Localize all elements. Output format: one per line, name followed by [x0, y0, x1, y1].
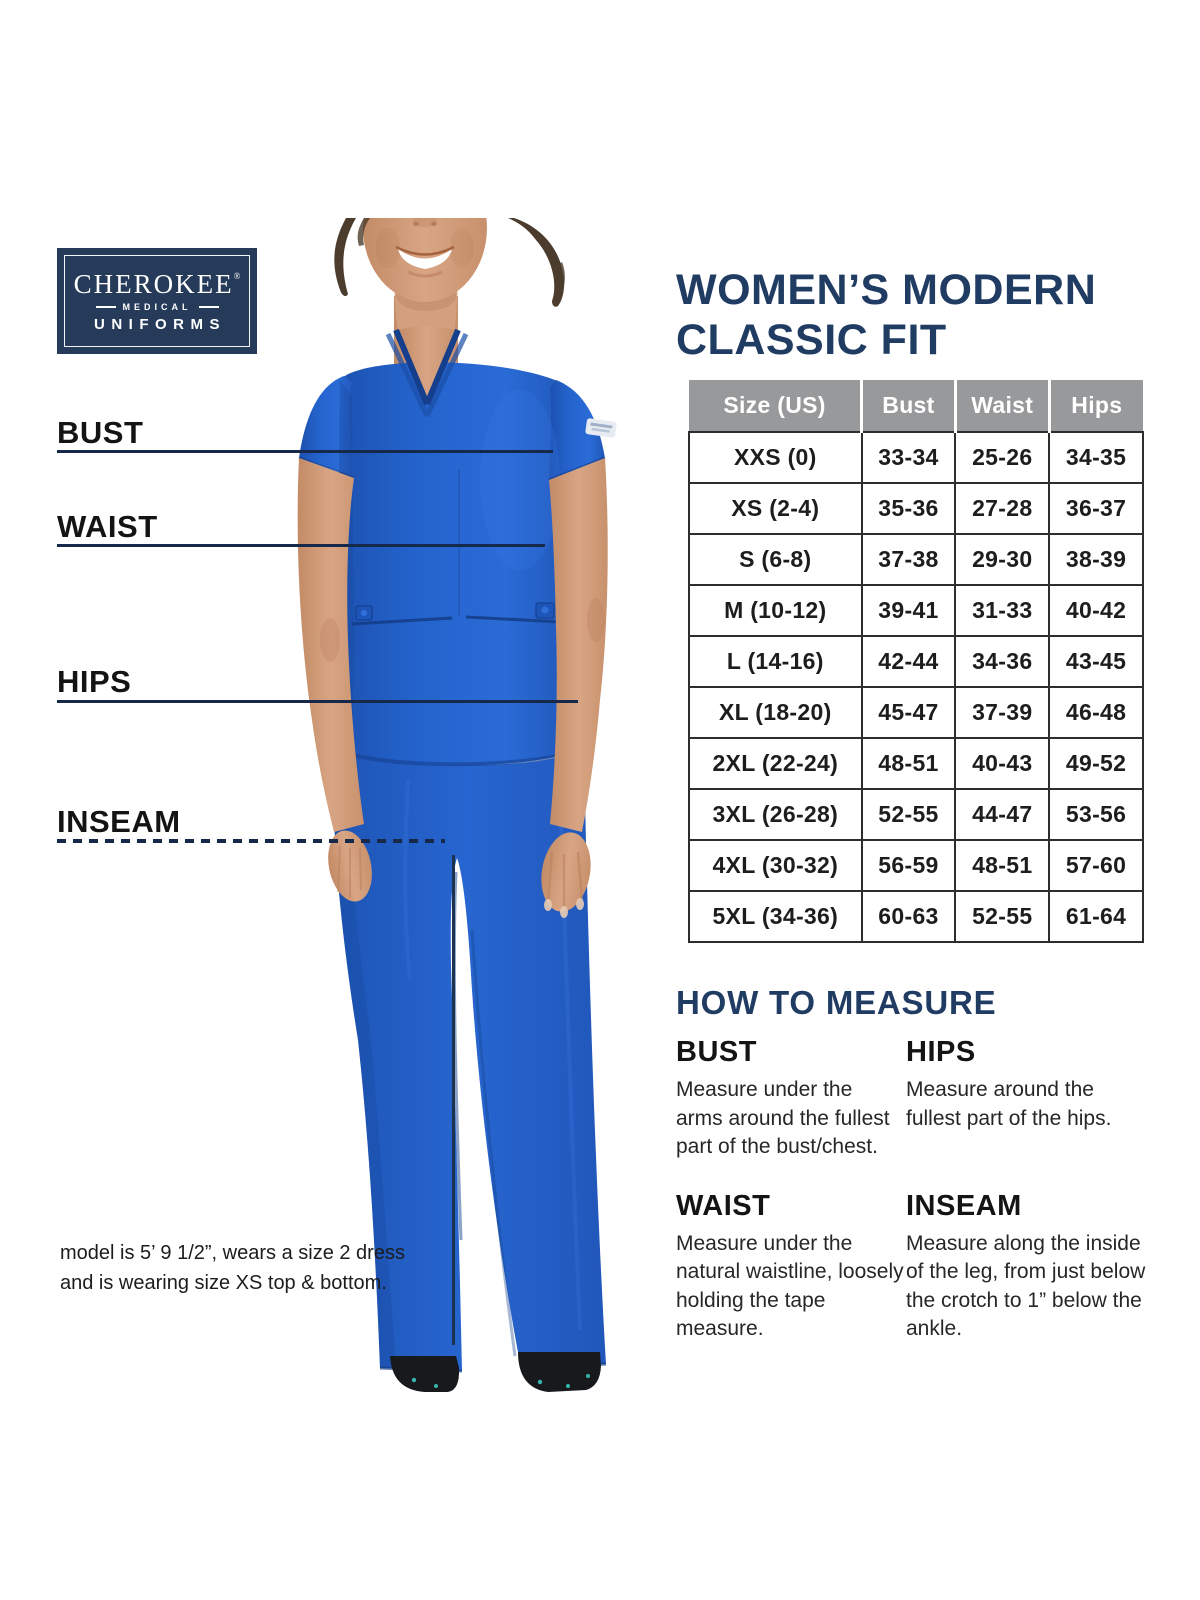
measurement-cell: 42-44	[862, 636, 956, 687]
measurement-cell: 52-55	[862, 789, 956, 840]
size-cell: 2XL (22-24)	[689, 738, 862, 789]
waist-line	[57, 544, 545, 547]
photo-crop-band	[0, 0, 1200, 218]
measurement-cell: 45-47	[862, 687, 956, 738]
how-item-waist	[676, 1189, 906, 1344]
size-table-row	[689, 840, 1143, 891]
measurement-cell: 33-34	[862, 432, 956, 483]
measurement-cell: 48-51	[955, 840, 1049, 891]
size-chart-header	[689, 380, 1143, 432]
how-item-inseam-text: Measure along the inside of the leg, from just below the crotch to 1” below the ankle.	[906, 1231, 1146, 1341]
inseam-dashed-line	[57, 839, 445, 843]
how-to-measure-grid	[676, 1038, 1154, 1344]
cherokee-logo-brand: CHEROKEE®	[73, 268, 241, 299]
header-hips: Hips	[1049, 380, 1143, 432]
size-chart-body	[689, 432, 1143, 942]
measurement-cell: 61-64	[1049, 891, 1143, 942]
inseam-label: INSEAM	[57, 804, 181, 839]
measurement-cell: 46-48	[1049, 687, 1143, 738]
size-table-row	[689, 534, 1143, 585]
size-table-row	[689, 738, 1143, 789]
measurement-cell: 25-26	[955, 432, 1049, 483]
size-cell: 4XL (30-32)	[689, 840, 862, 891]
cherokee-logo-medical: MEDICAL	[96, 303, 219, 312]
size-cell: S (6-8)	[689, 534, 862, 585]
size-chart	[688, 380, 1144, 943]
size-table-row	[689, 891, 1143, 942]
measurement-cell: 35-36	[862, 483, 956, 534]
header-waist: Waist	[955, 380, 1049, 432]
size-chart-table	[688, 380, 1144, 943]
cherokee-logo-uniforms: UNIFORMS	[94, 315, 226, 333]
measurement-cell: 56-59	[862, 840, 956, 891]
measurement-cell: 44-47	[955, 789, 1049, 840]
how-item-hips-title: HIPS	[906, 1036, 976, 1068]
size-cell: 5XL (34-36)	[689, 891, 862, 942]
how-item-bust-title: BUST	[676, 1036, 757, 1068]
how-item-inseam-title: INSEAM	[906, 1189, 1022, 1222]
logo-rule-left	[96, 306, 116, 308]
measurement-cell: 43-45	[1049, 636, 1143, 687]
bust-label: BUST	[57, 415, 144, 450]
measurement-cell: 27-28	[955, 483, 1049, 534]
how-item-hips-text: Measure around the fullest part of the hips.	[906, 1078, 1112, 1130]
size-cell: M (10-12)	[689, 585, 862, 636]
cherokee-logo-frame	[64, 255, 250, 347]
cherokee-logo	[57, 248, 257, 354]
page-title-line1: WOMEN’S MODERN	[676, 266, 1097, 314]
how-item-bust-text: Measure under the arms around the fullest part of the bust/chest.	[676, 1078, 890, 1159]
measurement-cell: 49-52	[1049, 738, 1143, 789]
measurement-cell: 38-39	[1049, 534, 1143, 585]
measurement-cell: 48-51	[862, 738, 956, 789]
how-to-measure-heading: HOW TO MEASURE	[676, 984, 997, 1021]
how-item-inseam	[906, 1189, 1154, 1344]
size-table-row	[689, 585, 1143, 636]
measurement-cell: 52-55	[955, 891, 1049, 942]
measurement-cell: 34-35	[1049, 432, 1143, 483]
how-item-waist-title: WAIST	[676, 1189, 771, 1222]
size-table-row	[689, 636, 1143, 687]
size-table-row	[689, 432, 1143, 483]
model-info-line1: model is 5’ 9 1/2”, wears a size 2 dress	[60, 1242, 405, 1264]
measurement-cell: 39-41	[862, 585, 956, 636]
inseam-vertical-line	[452, 855, 455, 1345]
page-title-line2: CLASSIC FIT	[676, 315, 947, 364]
bust-line	[57, 450, 553, 453]
hips-label: HIPS	[57, 664, 132, 699]
measurement-cell: 40-42	[1049, 585, 1143, 636]
waist-label: WAIST	[57, 509, 158, 544]
registered-mark: ®	[233, 270, 241, 281]
size-table-row	[689, 483, 1143, 534]
size-cell: XXS (0)	[689, 432, 862, 483]
measurement-cell: 53-56	[1049, 789, 1143, 840]
measurement-cell: 31-33	[955, 585, 1049, 636]
measurement-cell: 37-39	[955, 687, 1049, 738]
measurement-cell: 57-60	[1049, 840, 1143, 891]
size-cell: L (14-16)	[689, 636, 862, 687]
logo-rule-right	[199, 306, 219, 308]
how-item-hips	[906, 1038, 1154, 1162]
measurement-cell: 40-43	[955, 738, 1049, 789]
measurement-cell: 60-63	[862, 891, 956, 942]
hips-line	[57, 700, 578, 703]
size-cell: 3XL (26-28)	[689, 789, 862, 840]
header-size: Size (US)	[689, 380, 862, 432]
size-table-row	[689, 789, 1143, 840]
measurement-cell: 37-38	[862, 534, 956, 585]
size-cell: XS (2-4)	[689, 483, 862, 534]
measurement-cell: 36-37	[1049, 483, 1143, 534]
measurement-cell: 29-30	[955, 534, 1049, 585]
page-title	[676, 266, 1156, 366]
header-bust: Bust	[862, 380, 956, 432]
how-item-bust	[676, 1038, 906, 1162]
model-info-line2: and is wearing size XS top & bottom.	[60, 1272, 387, 1294]
how-item-waist-text: Measure under the natural waistline, loosely holding the tape measure.	[676, 1231, 904, 1341]
model-info-note	[60, 1238, 405, 1298]
measurement-cell: 34-36	[955, 636, 1049, 687]
model-shoes	[390, 1352, 601, 1392]
size-table-row	[689, 687, 1143, 738]
size-cell: XL (18-20)	[689, 687, 862, 738]
